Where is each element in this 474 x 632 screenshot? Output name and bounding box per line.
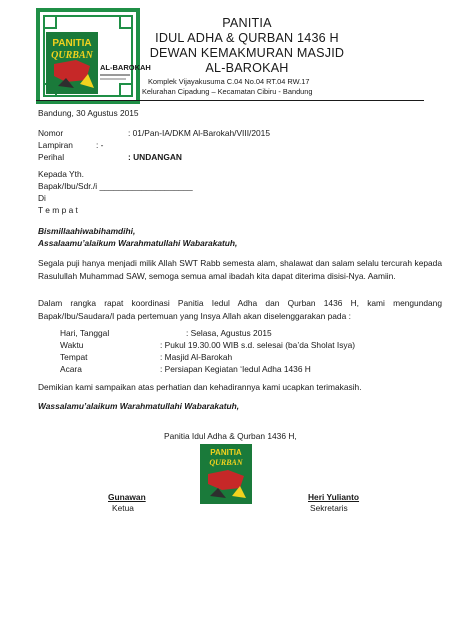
kepada-yth: Kepada Yth. (38, 169, 84, 179)
perihal-label: Perihal (38, 152, 65, 162)
header-event: IDUL ADHA & QURBAN 1436 H (155, 31, 339, 45)
stamp-text-qurban: QURBAN (209, 458, 243, 467)
header-panitia: PANITIA (222, 16, 272, 30)
detail-value-acara: : Persiapan Kegiatan ‘Iedul Adha 1436 H (160, 364, 311, 374)
letterhead-divider (36, 100, 424, 101)
detail-value-tempat: : Masjid Al-Barokah (160, 352, 233, 362)
detail-value-hari: : Selasa, Agustus 2015 (186, 328, 272, 338)
header-address-line1: Komplek Vijayakusuma C.04 No.04 RT.04 RW.17 (148, 77, 310, 86)
lampiran-label: Lampiran (38, 140, 73, 150)
recipient-di: Di (38, 193, 46, 203)
paragraph-closing: Demikian kami sampaikan atas perhatian dan kehadirannya kami ucapkan terimakasih. (38, 382, 362, 392)
panitia-qurban-logo (36, 8, 151, 104)
detail-value-waktu: : Pukul 19.30.00 WIB s.d. selesai (ba’da Sholat Isya) (160, 340, 356, 350)
signer-left-name: Gunawan (108, 492, 146, 502)
paragraph-opening: Segala puji hanya menjadi milik Allah SWT Rabb semesta alam, shalawat dan salam selalu tercurah kepada Rasulullah Muhammad SAW, semoga semua amal ibadah kita dapat diterima disisi-Nya. Aamiin. (38, 258, 442, 281)
logo-text-panitia: PANITIA (52, 38, 92, 49)
detail-label-hari: Hari, Tanggal (60, 328, 110, 338)
header-dkm: DEWAN KEMAKMURAN MASJID (149, 46, 345, 60)
nomor-label: Nomor (38, 128, 64, 138)
nomor-value: : 01/Pan-IA/DKM Al-Barokah/VIII/2015 (128, 128, 270, 138)
basmalah: Bismillaahiwabihamdihi, (38, 226, 136, 236)
signer-right-role: Sekretaris (310, 503, 348, 513)
closing-salam: Wassalamu’alaikum Warahmatullahi Wabarakatuh, (38, 401, 240, 411)
detail-label-tempat: Tempat (60, 352, 88, 362)
header-masjid: AL-BAROKAH (205, 61, 289, 75)
letter-date: Bandung, 30 Agustus 2015 (38, 108, 139, 118)
committee-stamp (200, 444, 252, 504)
recipient-tempat: T e m p a t (38, 205, 78, 215)
logo-side-text: AL-BAROKAH (100, 63, 151, 72)
signature-title: Panitia Idul Adha & Qurban 1436 H, (164, 431, 297, 441)
detail-label-waktu: Waktu (60, 340, 84, 350)
signer-left-role: Ketua (112, 503, 134, 513)
lampiran-value: : - (96, 140, 104, 150)
header-address-line2: Kelurahan Cipadung – Kecamatan Cibiru - Bandung (142, 87, 313, 96)
logo-text-qurban: QURBAN (51, 50, 93, 61)
stamp-text-panitia: PANITIA (210, 448, 242, 457)
recipient-line: Bapak/Ibu/Sdr./i ____________________ (38, 181, 193, 191)
perihal-value: : UNDANGAN (128, 152, 182, 162)
opening-salam: Assalaamu’alaikum Warahmatullahi Wabarakatuh, (38, 238, 238, 248)
signer-right-name: Heri Yulianto (308, 492, 360, 502)
paragraph-invitation: Dalam rangka rapat koordinasi Panitia Iedul Adha dan Qurban 1436 H, kami mengundang Bapak/Ibu/Saudara/I pada pertemuan yang Insya Allah akan diselenggarakan pada : (38, 298, 442, 321)
detail-label-acara: Acara (60, 364, 82, 374)
